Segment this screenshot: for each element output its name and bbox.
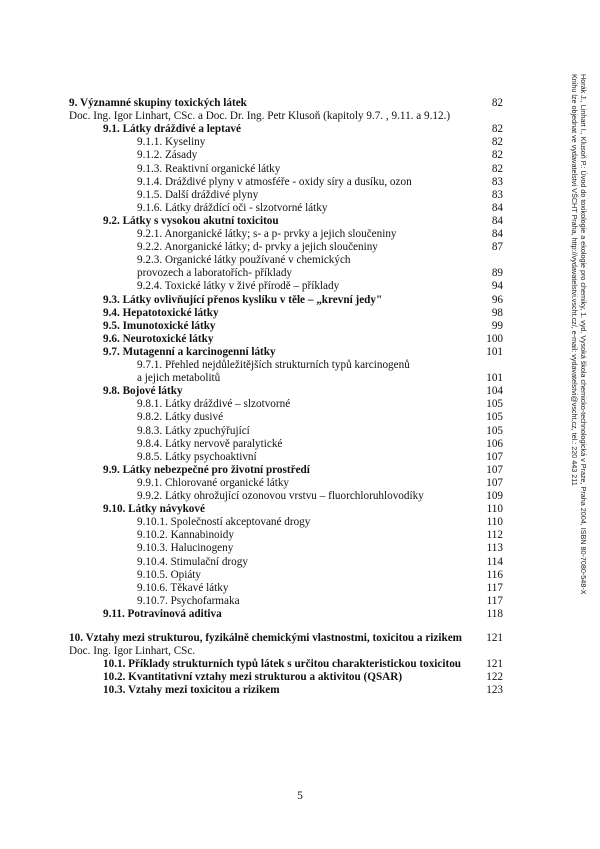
toc-entry-page: 89 <box>491 267 503 280</box>
toc-entry-title: Doc. Ing. Igor Linhart, CSc. a Doc. Dr. Ing. Petr Klusoň (kapitoly 9.7. , 9.11. a 9.12.) <box>69 110 451 123</box>
order-info-line: Knihu lze objednat ve vydavatelství VŠCHT Praha, http://vydavatelstvi.vscht.cz/, e-mail: vydavatelstvi@vscht.cz, tel.: 220 443 211 <box>570 74 579 486</box>
toc-entry-page: 107 <box>486 476 503 489</box>
toc-entry-title: 9.1. Látky dráždivé a leptavé <box>103 123 241 136</box>
toc-entry-title: 9.10.4. Stimulační drogy <box>137 555 248 568</box>
toc-entry-title: 10. Vztahy mezi strukturou, fyzikálně chemickými vlastnostmi, toxicitou a rizikem <box>69 632 462 644</box>
toc-entry-title: 9. Významné skupiny toxických látek <box>69 97 247 109</box>
toc-entry-page: 105 <box>486 424 503 437</box>
toc-entry-title: 9.5. Imunotoxické látky <box>103 319 216 332</box>
toc-entry-title: 9.8. Bojové látky <box>103 385 183 398</box>
toc-entry-page: 112 <box>486 529 503 542</box>
toc-entry-title: 9.1.1. Kyseliny <box>137 136 206 149</box>
toc-entry-page: 116 <box>486 568 503 581</box>
toc-entry-page: 84 <box>491 214 503 227</box>
toc-entry-page: 121 <box>486 658 503 671</box>
citation-line: Horák J., Linhart I., Klusoň P.: Úvod do toxikologie a ekologie pro chemiky, 1. vyd. Vysoká škola chemicko-technologická v Praze, Praha 2004, ISBN 80-7080-548-X <box>579 74 588 595</box>
toc-entry-title: 9.9.2. Látky ohrožující ozonovou vrstvu – fluorchloruhlovodíky <box>137 490 424 502</box>
toc-entry-page: 87 <box>491 241 503 254</box>
toc-entry-title: 9.1.2. Zásady <box>137 149 198 162</box>
toc-entry-page: 96 <box>491 293 503 306</box>
toc-entry-title: 9.10.5. Opiáty <box>137 568 202 581</box>
toc-entry-title: 9.2.1. Anorganické látky; s- a p- prvky a jejich sloučeniny <box>137 228 397 240</box>
toc-entry-page: 117 <box>486 581 503 594</box>
toc-entry-page: 114 <box>486 555 503 568</box>
toc-entry-page: 118 <box>486 607 503 620</box>
toc-entry-page: 110 <box>486 503 503 516</box>
toc-entry-title: 9.8.4. Látky nervově paralytické <box>137 437 283 450</box>
toc-entry-page: 82 <box>491 162 503 175</box>
toc-entry-title: 9.1.3. Reaktivní organické látky <box>137 162 281 175</box>
toc-entry-title: 9.11. Potravinová aditiva <box>103 607 222 620</box>
toc-entry-title: 9.8.5. Látky psychoaktivní <box>137 450 257 463</box>
toc-entry-title: Doc. Ing. Igor Linhart, CSc. <box>69 645 196 658</box>
toc-entry-title: 9.3. Látky ovlivňující přenos kyslíku v těle – „krevní jedy" <box>103 293 383 306</box>
toc-entry-title: 9.8.3. Látky zpuchýřující <box>137 424 250 437</box>
side-citation-note <box>570 74 594 614</box>
toc-entry-page: 101 <box>486 345 503 358</box>
toc-entry-page: 94 <box>491 280 503 293</box>
toc-entry-page: 101 <box>486 372 503 385</box>
toc-entry-title: 9.8.2. Látky dusivé <box>137 411 224 424</box>
toc-entry-title: 9.1.6. Látky dráždící oči - slzotvorné látky <box>137 201 328 214</box>
toc-entry-title: 9.7.1. Přehled nejdůležitějších strukturních typů karcinogenů <box>137 359 410 371</box>
toc-entry-title: 9.2.2. Anorganické látky; d- prvky a jejich sloučeniny <box>137 241 378 254</box>
toc-entry-title: 9.7. Mutagenní a karcinogenní látky <box>103 345 276 358</box>
toc-entry-page: 117 <box>486 594 503 607</box>
toc-entry-page: 122 <box>486 671 503 684</box>
toc-entry-title: 10.3. Vztahy mezi toxicitou a rizikem <box>103 684 280 697</box>
toc-entry-title: 9.4. Hepatotoxické látky <box>103 306 219 319</box>
toc-entry-title: provozech a laboratořích- příklady <box>137 267 293 280</box>
toc-entry-title: 9.10.3. Halucinogeny <box>137 542 234 555</box>
toc-entry-page: 84 <box>491 201 503 214</box>
toc-entry-title: 10.2. Kvantitativní vztahy mezi strukturou a aktivitou (QSAR) <box>103 671 403 684</box>
toc-entry-page: 104 <box>486 385 503 398</box>
toc-entry-title: 9.1.5. Další dráždivé plyny <box>137 188 259 201</box>
toc-entry-title: 9.2. Látky s vysokou akutní toxicitou <box>103 214 279 227</box>
toc-entry-title: 9.6. Neurotoxické látky <box>103 332 214 345</box>
toc-entry-page: 100 <box>486 332 503 345</box>
toc-entry-page: 82 <box>491 136 503 149</box>
toc-entry-page: 82 <box>491 97 503 109</box>
toc-entry-page: 83 <box>491 188 503 201</box>
toc-entry-title: a jejich metabolitů <box>137 372 221 385</box>
toc-entry-page: 107 <box>486 450 503 463</box>
page-number: 5 <box>297 790 303 802</box>
toc-entry-title: 9.10.7. Psychofarmaka <box>137 594 240 607</box>
toc-entry-title: 9.2.3. Organické látky používané v chemických <box>137 254 351 267</box>
toc-entry-page: 82 <box>491 149 503 162</box>
toc-entry-title: 9.9.1. Chlorované organické látky <box>137 476 290 489</box>
toc-entry-page: 105 <box>486 398 503 411</box>
toc-entry-title: 10.1. Příklady strukturních typů látek s určitou charakteristickou toxicitou <box>103 658 462 671</box>
toc-entry-title: 9.1.4. Dráždivé plyny v atmosféře - oxidy síry a dusíku, ozon <box>137 175 412 188</box>
toc-entry-title: 9.10. Látky návykové <box>103 503 205 516</box>
toc-entry-page: 110 <box>486 516 503 529</box>
toc-entry-title: 9.9. Látky nebezpečné pro životní prostředí <box>103 463 310 476</box>
toc-entry-title: 9.10.6. Těkavé látky <box>137 581 229 594</box>
toc-entry-page: 121 <box>486 632 503 644</box>
toc-entry-page: 107 <box>486 463 503 476</box>
toc-entry-page: 83 <box>491 175 503 188</box>
toc-entry-page: 113 <box>486 542 503 555</box>
toc-entry-page: 84 <box>491 228 503 240</box>
toc-entry-page: 82 <box>491 123 503 136</box>
toc-entry-page: 105 <box>486 411 503 424</box>
toc-entry-page: 99 <box>491 319 503 332</box>
toc-entry-title: 9.8.1. Látky dráždivé – slzotvorné <box>137 398 291 411</box>
toc-entry-title: 9.10.2. Kannabinoidy <box>137 529 234 542</box>
toc-entry-page: 98 <box>491 306 503 319</box>
toc-entry-page: 109 <box>486 490 503 502</box>
toc-entry-title: 9.10.1. Společností akceptované drogy <box>137 516 311 529</box>
toc-entry-page: 123 <box>486 684 503 697</box>
toc-entry-title: 9.2.4. Toxické látky v živé přírodě – příklady <box>137 280 340 293</box>
toc-entry-page: 106 <box>486 437 503 450</box>
